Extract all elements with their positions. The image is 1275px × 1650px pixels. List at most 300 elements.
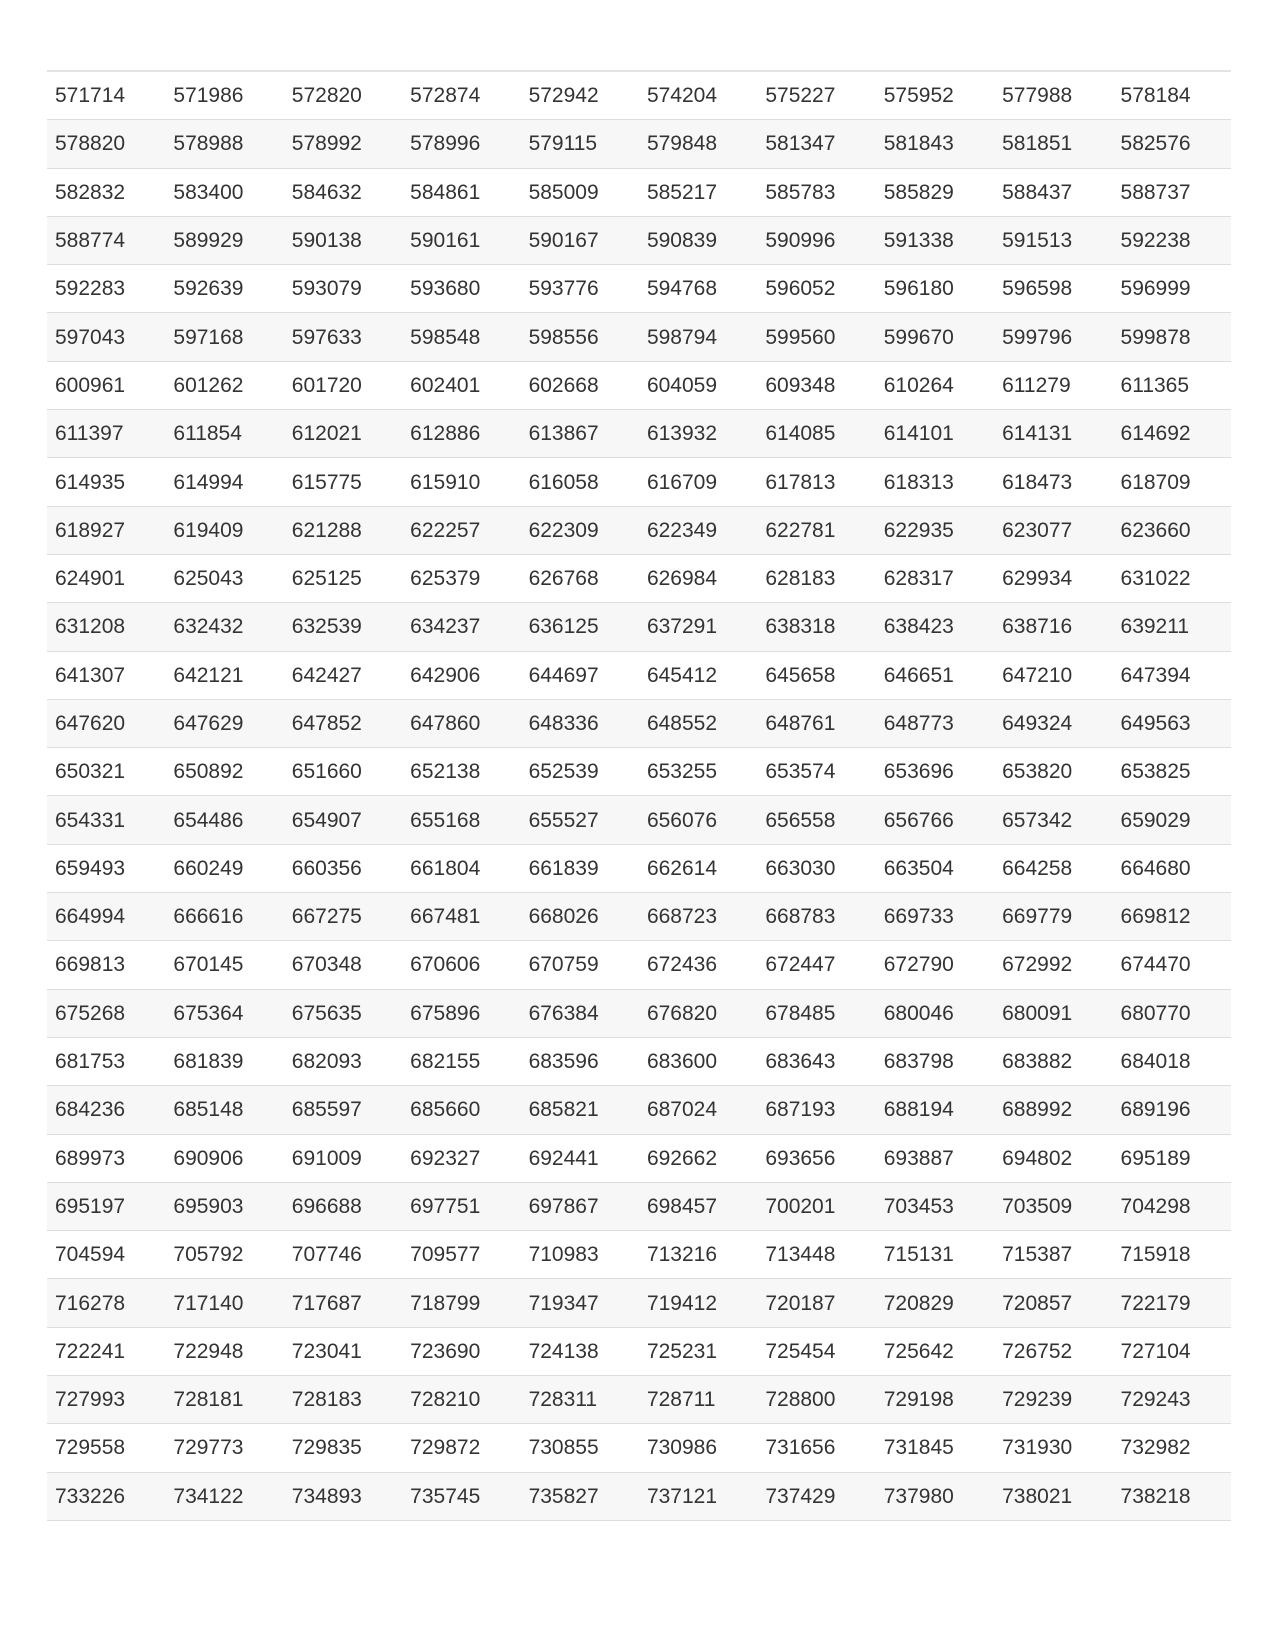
table-cell: 581851: [994, 120, 1112, 168]
table-cell: 611279: [994, 361, 1112, 409]
table-cell: 609348: [757, 361, 875, 409]
table-cell: 590167: [521, 216, 639, 264]
table-cell: 675364: [165, 989, 283, 1037]
table-cell: 731930: [994, 1424, 1112, 1472]
table-row: [47, 71, 1231, 120]
table-cell: 720857: [994, 1279, 1112, 1327]
table-cell: 616709: [639, 458, 757, 506]
table-cell: 634237: [402, 603, 520, 651]
table-cell: 578184: [1113, 71, 1231, 120]
table-cell: 660356: [284, 844, 402, 892]
table-cell: 602668: [521, 361, 639, 409]
table-cell: 667481: [402, 893, 520, 941]
table-cell: 726752: [994, 1327, 1112, 1375]
table-cell: 683596: [521, 1037, 639, 1085]
table-row: [47, 265, 1231, 313]
table-cell: 657342: [994, 796, 1112, 844]
table-cell: 713448: [757, 1231, 875, 1279]
table-cell: 597168: [165, 313, 283, 361]
table-cell: 670759: [521, 941, 639, 989]
table-cell: 670348: [284, 941, 402, 989]
table-cell: 617813: [757, 458, 875, 506]
table-cell: 719347: [521, 1279, 639, 1327]
table-cell: 649563: [1113, 699, 1231, 747]
table-cell: 638716: [994, 603, 1112, 651]
table-cell: 735745: [402, 1472, 520, 1520]
table-row: [47, 1327, 1231, 1375]
table-cell: 604059: [639, 361, 757, 409]
table-cell: 691009: [284, 1134, 402, 1182]
table-row: [47, 168, 1231, 216]
table-cell: 689196: [1113, 1086, 1231, 1134]
table-cell: 649324: [994, 699, 1112, 747]
table-cell: 672992: [994, 941, 1112, 989]
table-cell: 692662: [639, 1134, 757, 1182]
table-row: [47, 844, 1231, 892]
table-cell: 601262: [165, 361, 283, 409]
table-cell: 731845: [876, 1424, 994, 1472]
table-cell: 623077: [994, 506, 1112, 554]
table-cell: 626768: [521, 554, 639, 602]
table-cell: 585829: [876, 168, 994, 216]
table-cell: 729558: [47, 1424, 165, 1472]
table-cell: 571986: [165, 71, 283, 120]
table-cell: 723041: [284, 1327, 402, 1375]
table-cell: 596999: [1113, 265, 1231, 313]
table-cell: 622309: [521, 506, 639, 554]
table-cell: 704594: [47, 1231, 165, 1279]
table-row: [47, 941, 1231, 989]
table-cell: 585217: [639, 168, 757, 216]
table-cell: 704298: [1113, 1182, 1231, 1230]
table-cell: 675268: [47, 989, 165, 1037]
table-cell: 737121: [639, 1472, 757, 1520]
table-cell: 618709: [1113, 458, 1231, 506]
table-cell: 647629: [165, 699, 283, 747]
table-cell: 642427: [284, 651, 402, 699]
table-cell: 675896: [402, 989, 520, 1037]
table-cell: 688194: [876, 1086, 994, 1134]
table-cell: 663504: [876, 844, 994, 892]
table-cell: 734893: [284, 1472, 402, 1520]
table-cell: 682093: [284, 1037, 402, 1085]
table-cell: 593680: [402, 265, 520, 313]
table-cell: 729872: [402, 1424, 520, 1472]
table-cell: 612886: [402, 410, 520, 458]
table-cell: 667275: [284, 893, 402, 941]
table-cell: 652138: [402, 748, 520, 796]
table-cell: 647620: [47, 699, 165, 747]
table-cell: 722948: [165, 1327, 283, 1375]
table-cell: 738218: [1113, 1472, 1231, 1520]
table-row: [47, 458, 1231, 506]
table-cell: 614085: [757, 410, 875, 458]
table-cell: 683600: [639, 1037, 757, 1085]
table-cell: 715131: [876, 1231, 994, 1279]
table-cell: 599670: [876, 313, 994, 361]
table-cell: 696688: [284, 1182, 402, 1230]
table-cell: 589929: [165, 216, 283, 264]
table-cell: 581347: [757, 120, 875, 168]
table-cell: 636125: [521, 603, 639, 651]
table-cell: 656076: [639, 796, 757, 844]
table-cell: 660249: [165, 844, 283, 892]
table-row: [47, 699, 1231, 747]
table-cell: 664680: [1113, 844, 1231, 892]
table-cell: 584632: [284, 168, 402, 216]
table-cell: 572874: [402, 71, 520, 120]
table-row: [47, 1279, 1231, 1327]
table-cell: 619409: [165, 506, 283, 554]
table-cell: 578820: [47, 120, 165, 168]
table-cell: 618473: [994, 458, 1112, 506]
table-cell: 694802: [994, 1134, 1112, 1182]
table-cell: 638423: [876, 603, 994, 651]
document-page: [47, 70, 1231, 1521]
table-cell: 626984: [639, 554, 757, 602]
table-cell: 680770: [1113, 989, 1231, 1037]
table-cell: 724138: [521, 1327, 639, 1375]
table-cell: 653696: [876, 748, 994, 796]
table-row: [47, 554, 1231, 602]
table-cell: 680046: [876, 989, 994, 1037]
table-cell: 648336: [521, 699, 639, 747]
table-cell: 668026: [521, 893, 639, 941]
table-cell: 598794: [639, 313, 757, 361]
table-cell: 734122: [165, 1472, 283, 1520]
table-cell: 669733: [876, 893, 994, 941]
table-cell: 720829: [876, 1279, 994, 1327]
table-cell: 611854: [165, 410, 283, 458]
table-cell: 601720: [284, 361, 402, 409]
table-cell: 599878: [1113, 313, 1231, 361]
table-cell: 616058: [521, 458, 639, 506]
table-cell: 718799: [402, 1279, 520, 1327]
table-cell: 572942: [521, 71, 639, 120]
table-row: [47, 603, 1231, 651]
table-cell: 738021: [994, 1472, 1112, 1520]
table-cell: 680091: [994, 989, 1112, 1037]
table-cell: 728183: [284, 1376, 402, 1424]
table-cell: 585783: [757, 168, 875, 216]
table-cell: 575227: [757, 71, 875, 120]
table-cell: 713216: [639, 1231, 757, 1279]
table-cell: 737980: [876, 1472, 994, 1520]
table-cell: 652539: [521, 748, 639, 796]
table-cell: 628317: [876, 554, 994, 602]
table-cell: 693656: [757, 1134, 875, 1182]
table-cell: 663030: [757, 844, 875, 892]
table-cell: 637291: [639, 603, 757, 651]
table-cell: 645658: [757, 651, 875, 699]
table-cell: 648773: [876, 699, 994, 747]
table-row: [47, 893, 1231, 941]
table-row: [47, 748, 1231, 796]
table-cell: 670145: [165, 941, 283, 989]
table-cell: 730855: [521, 1424, 639, 1472]
table-cell: 628183: [757, 554, 875, 602]
table-cell: 602401: [402, 361, 520, 409]
table-cell: 722241: [47, 1327, 165, 1375]
table-cell: 611365: [1113, 361, 1231, 409]
table-cell: 661839: [521, 844, 639, 892]
table-cell: 707746: [284, 1231, 402, 1279]
table-cell: 642906: [402, 651, 520, 699]
table-cell: 730986: [639, 1424, 757, 1472]
table-cell: 725642: [876, 1327, 994, 1375]
table-cell: 614131: [994, 410, 1112, 458]
table-cell: 647210: [994, 651, 1112, 699]
table-cell: 681839: [165, 1037, 283, 1085]
table-cell: 654331: [47, 796, 165, 844]
table-cell: 644697: [521, 651, 639, 699]
table-cell: 692327: [402, 1134, 520, 1182]
table-cell: 578992: [284, 120, 402, 168]
table-cell: 618927: [47, 506, 165, 554]
table-cell: 579115: [521, 120, 639, 168]
table-cell: 655527: [521, 796, 639, 844]
table-cell: 664994: [47, 893, 165, 941]
table-cell: 669779: [994, 893, 1112, 941]
table-cell: 614101: [876, 410, 994, 458]
table-cell: 588437: [994, 168, 1112, 216]
table-cell: 622349: [639, 506, 757, 554]
table-cell: 729773: [165, 1424, 283, 1472]
table-cell: 653255: [639, 748, 757, 796]
table-cell: 575952: [876, 71, 994, 120]
table-cell: 725231: [639, 1327, 757, 1375]
table-row: [47, 410, 1231, 458]
table-cell: 588737: [1113, 168, 1231, 216]
table-cell: 672436: [639, 941, 757, 989]
table-cell: 613932: [639, 410, 757, 458]
table-cell: 733226: [47, 1472, 165, 1520]
table-cell: 578988: [165, 120, 283, 168]
table-cell: 676820: [639, 989, 757, 1037]
table-cell: 598556: [521, 313, 639, 361]
table-cell: 674470: [1113, 941, 1231, 989]
table-cell: 579848: [639, 120, 757, 168]
table-cell: 661804: [402, 844, 520, 892]
table-cell: 614994: [165, 458, 283, 506]
table-cell: 645412: [639, 651, 757, 699]
table-cell: 578996: [402, 120, 520, 168]
table-cell: 664258: [994, 844, 1112, 892]
table-cell: 624901: [47, 554, 165, 602]
table-cell: 596052: [757, 265, 875, 313]
table-row: [47, 216, 1231, 264]
table-cell: 638318: [757, 603, 875, 651]
table-cell: 622257: [402, 506, 520, 554]
table-row: [47, 1472, 1231, 1520]
table-cell: 574204: [639, 71, 757, 120]
table-cell: 669813: [47, 941, 165, 989]
table-row: [47, 1134, 1231, 1182]
table-cell: 720187: [757, 1279, 875, 1327]
table-cell: 654486: [165, 796, 283, 844]
table-row: [47, 1182, 1231, 1230]
table-cell: 632432: [165, 603, 283, 651]
table-cell: 599796: [994, 313, 1112, 361]
table-cell: 590138: [284, 216, 402, 264]
table-cell: 681753: [47, 1037, 165, 1085]
table-row: [47, 989, 1231, 1037]
table-cell: 659493: [47, 844, 165, 892]
table-cell: 650892: [165, 748, 283, 796]
table-cell: 683643: [757, 1037, 875, 1085]
table-cell: 588774: [47, 216, 165, 264]
table-cell: 659029: [1113, 796, 1231, 844]
table-cell: 693887: [876, 1134, 994, 1182]
table-cell: 672447: [757, 941, 875, 989]
table-cell: 571714: [47, 71, 165, 120]
table-cell: 689973: [47, 1134, 165, 1182]
table-cell: 591513: [994, 216, 1112, 264]
table-cell: 654907: [284, 796, 402, 844]
table-cell: 685597: [284, 1086, 402, 1134]
table-cell: 687193: [757, 1086, 875, 1134]
table-cell: 685660: [402, 1086, 520, 1134]
table-cell: 653820: [994, 748, 1112, 796]
table-cell: 614935: [47, 458, 165, 506]
table-cell: 631208: [47, 603, 165, 651]
table-cell: 727104: [1113, 1327, 1231, 1375]
table-cell: 731656: [757, 1424, 875, 1472]
table-cell: 591338: [876, 216, 994, 264]
table-cell: 596180: [876, 265, 994, 313]
table-cell: 653574: [757, 748, 875, 796]
table-cell: 729243: [1113, 1376, 1231, 1424]
table-cell: 719412: [639, 1279, 757, 1327]
table-cell: 728210: [402, 1376, 520, 1424]
table-cell: 625379: [402, 554, 520, 602]
table-cell: 737429: [757, 1472, 875, 1520]
table-cell: 593776: [521, 265, 639, 313]
table-row: [47, 1376, 1231, 1424]
table-cell: 611397: [47, 410, 165, 458]
table-cell: 703509: [994, 1182, 1112, 1230]
table-cell: 572820: [284, 71, 402, 120]
table-cell: 722179: [1113, 1279, 1231, 1327]
table-cell: 717687: [284, 1279, 402, 1327]
table-cell: 614692: [1113, 410, 1231, 458]
table-cell: 710983: [521, 1231, 639, 1279]
table-cell: 735827: [521, 1472, 639, 1520]
table-cell: 669812: [1113, 893, 1231, 941]
table-cell: 599560: [757, 313, 875, 361]
table-cell: 641307: [47, 651, 165, 699]
table-cell: 622781: [757, 506, 875, 554]
table-cell: 684018: [1113, 1037, 1231, 1085]
table-cell: 625125: [284, 554, 402, 602]
table-cell: 709577: [402, 1231, 520, 1279]
table-cell: 723690: [402, 1327, 520, 1375]
table-cell: 600961: [47, 361, 165, 409]
table-row: [47, 120, 1231, 168]
table-cell: 703453: [876, 1182, 994, 1230]
table-cell: 577988: [994, 71, 1112, 120]
table-cell: 615775: [284, 458, 402, 506]
table-cell: 675635: [284, 989, 402, 1037]
table-cell: 613867: [521, 410, 639, 458]
table-row: [47, 651, 1231, 699]
table-cell: 621288: [284, 506, 402, 554]
table-cell: 632539: [284, 603, 402, 651]
table-cell: 715918: [1113, 1231, 1231, 1279]
table-cell: 687024: [639, 1086, 757, 1134]
table-cell: 728711: [639, 1376, 757, 1424]
table-cell: 656766: [876, 796, 994, 844]
table-row: [47, 506, 1231, 554]
table-row: [47, 1086, 1231, 1134]
table-cell: 592639: [165, 265, 283, 313]
table-cell: 692441: [521, 1134, 639, 1182]
table-cell: 695189: [1113, 1134, 1231, 1182]
table-cell: 597043: [47, 313, 165, 361]
table-row: [47, 1231, 1231, 1279]
table-cell: 676384: [521, 989, 639, 1037]
table-cell: 618313: [876, 458, 994, 506]
table-cell: 728800: [757, 1376, 875, 1424]
table-cell: 682155: [402, 1037, 520, 1085]
table-cell: 698457: [639, 1182, 757, 1230]
table-row: [47, 361, 1231, 409]
table-cell: 584861: [402, 168, 520, 216]
table-cell: 700201: [757, 1182, 875, 1230]
table-cell: 697867: [521, 1182, 639, 1230]
table-cell: 590839: [639, 216, 757, 264]
table-cell: 583400: [165, 168, 283, 216]
table-cell: 683798: [876, 1037, 994, 1085]
table-cell: 582576: [1113, 120, 1231, 168]
table-row: [47, 313, 1231, 361]
table-cell: 729835: [284, 1424, 402, 1472]
table-cell: 646651: [876, 651, 994, 699]
table-cell: 684236: [47, 1086, 165, 1134]
table-cell: 727993: [47, 1376, 165, 1424]
table-cell: 642121: [165, 651, 283, 699]
table-cell: 647852: [284, 699, 402, 747]
table-cell: 647860: [402, 699, 520, 747]
table-cell: 596598: [994, 265, 1112, 313]
table-cell: 592238: [1113, 216, 1231, 264]
number-table-body: [47, 71, 1231, 1520]
table-cell: 695197: [47, 1182, 165, 1230]
number-table: [47, 70, 1231, 1521]
table-cell: 717140: [165, 1279, 283, 1327]
table-cell: 678485: [757, 989, 875, 1037]
table-cell: 728181: [165, 1376, 283, 1424]
table-cell: 647394: [1113, 651, 1231, 699]
table-cell: 683882: [994, 1037, 1112, 1085]
table-row: [47, 1424, 1231, 1472]
table-cell: 585009: [521, 168, 639, 216]
table-cell: 670606: [402, 941, 520, 989]
table-cell: 666616: [165, 893, 283, 941]
table-cell: 612021: [284, 410, 402, 458]
table-cell: 631022: [1113, 554, 1231, 602]
table-cell: 593079: [284, 265, 402, 313]
table-cell: 639211: [1113, 603, 1231, 651]
table-row: [47, 796, 1231, 844]
table-cell: 662614: [639, 844, 757, 892]
table-cell: 590996: [757, 216, 875, 264]
table-cell: 592283: [47, 265, 165, 313]
table-cell: 729198: [876, 1376, 994, 1424]
table-cell: 625043: [165, 554, 283, 602]
table-cell: 648761: [757, 699, 875, 747]
table-cell: 668783: [757, 893, 875, 941]
